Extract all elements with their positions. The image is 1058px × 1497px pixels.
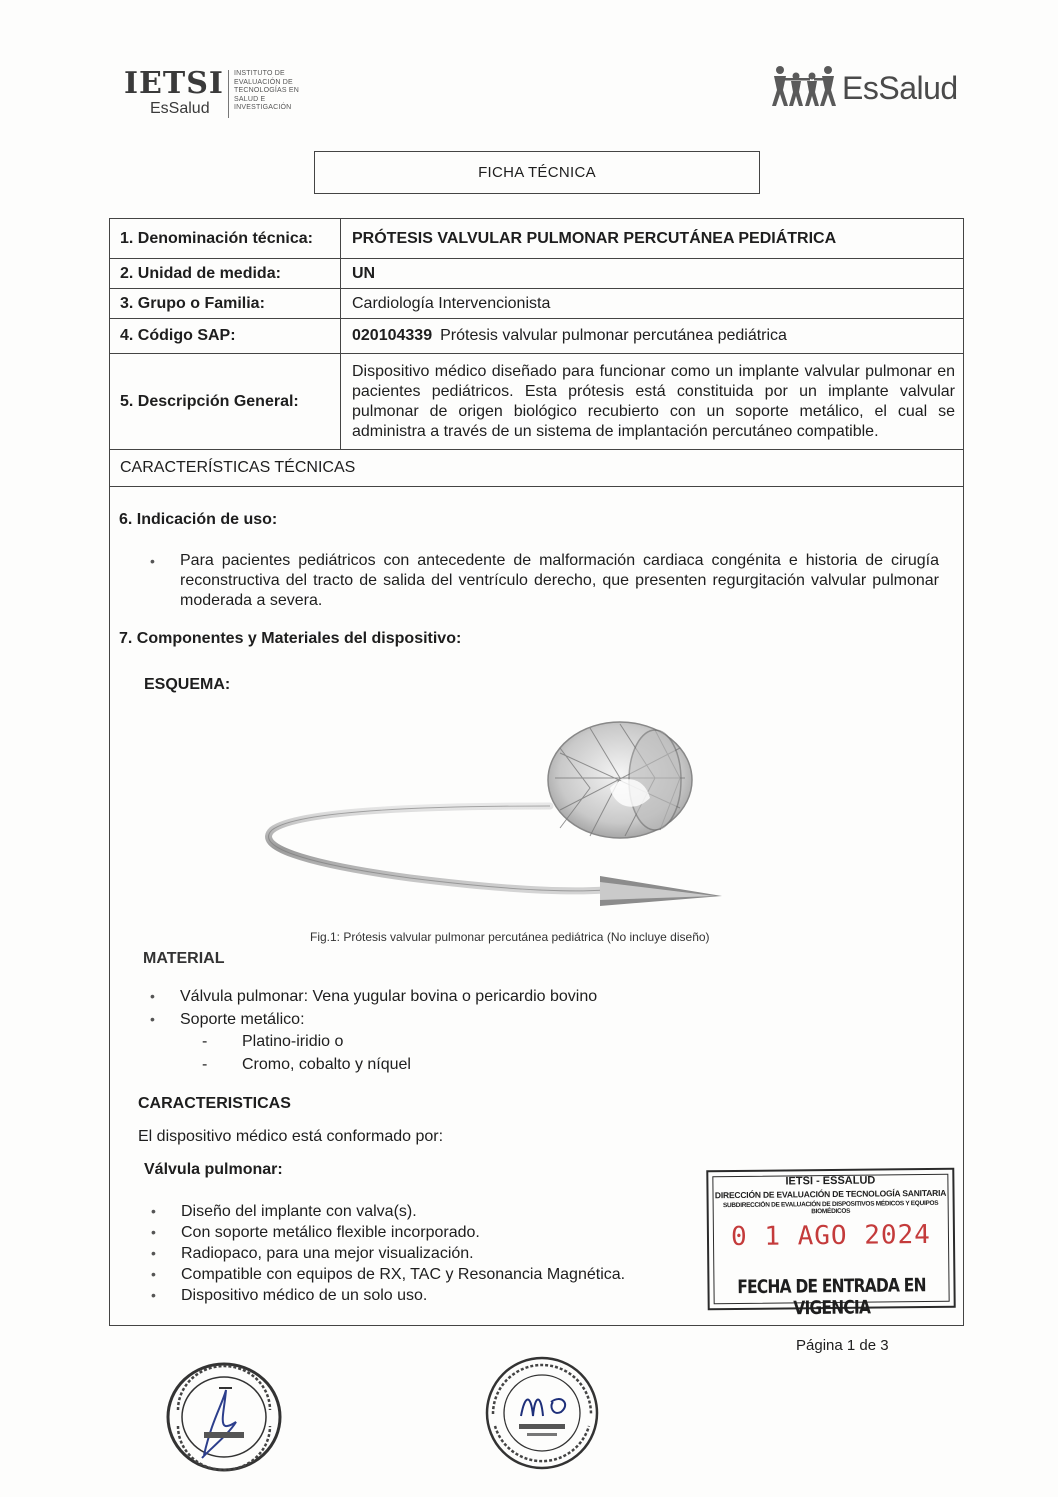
table-row <box>110 289 963 319</box>
row-value: Cardiología Intervencionista <box>352 294 551 312</box>
stamp-line: IETSI - ESSALUD <box>785 1174 876 1188</box>
row-label: 1. Denominación técnica: <box>110 219 341 258</box>
ietsi-logo <box>124 66 314 122</box>
row-value <box>341 354 963 449</box>
list-item: • Con soporte metálico flexible incorporado. <box>151 1222 691 1243</box>
soporte-sublist <box>202 1030 602 1076</box>
caracteristicas-intro: El dispositivo médico está conformado por: <box>138 1128 444 1145</box>
row-value: UN <box>352 264 376 282</box>
stamp-line: SUBDIRECCIÓN DE EVALUACIÓN DE DISPOSITIVOS MÉDICOS Y EQUIPOS BIOMÉDICOS <box>722 1199 939 1216</box>
general-description: Dispositivo médico diseñado para funcionar como un implante valvular pulmonar en pacientes pediátricos. Esta prótesis está constituida por un implante valvular pulmonar de origen biológico recubierto con un soporte metálico, el cual se administra a través de un sistema de implantación percutáneo compatible. <box>352 362 955 440</box>
indicacion-list <box>150 551 939 611</box>
row-value <box>341 319 963 353</box>
valvula-list <box>151 1201 691 1306</box>
stamp-footer: FECHA DE ENTRADA EN VIGENCIA <box>737 1274 926 1319</box>
sap-description: Prótesis valvular pulmonar percutánea pediátrica <box>440 327 787 344</box>
signature-seal-left <box>164 1360 284 1475</box>
list-item: • Soporte metálico: <box>150 1008 750 1031</box>
list-item: • Compatible con equipos de RX, TAC y Resonancia Magnética. <box>151 1264 691 1285</box>
row-label: 3. Grupo o Familia: <box>110 289 341 318</box>
figure-caption: Fig.1: Prótesis valvular pulmonar percutánea pediátrica (No incluye diseño) <box>310 930 710 944</box>
sap-code: 020104339 <box>352 327 433 344</box>
section-header: CARACTERÍSTICAS TÉCNICAS <box>120 459 356 476</box>
row-label: 4. Código SAP: <box>110 319 341 353</box>
material-list <box>150 985 750 1031</box>
validity-stamp <box>706 1168 955 1319</box>
indicacion-heading: 6. Indicación de uso: <box>119 511 278 528</box>
list-item: • Dispositivo médico de un solo uso. <box>151 1285 691 1306</box>
ietsi-logo-divider <box>228 70 229 118</box>
ietsi-institute-text: INSTITUTO DE EVALUACIÓN DE TECNOLOGÍAS EN SALUD E INVESTIGACIÓN <box>234 70 300 111</box>
row-label: 2. Unidad de medida: <box>110 259 341 288</box>
ietsi-logo-word: IETSI <box>124 66 224 101</box>
list-item: • Diseño del implante con valva(s). <box>151 1201 691 1222</box>
list-item: • Válvula pulmonar: Vena yugular bovina o pericardio bovino <box>150 985 750 1008</box>
stamp-line: DIRECCIÓN DE EVALUACIÓN DE TECNOLOGÍA SANITARIA <box>714 1187 947 1201</box>
list-item: • Para pacientes pediátricos con antecedente de malformación cardiaca congénita e historia de cirugía reconstructiva del tracto de salida del ventrículo derecho, que presenten regurgitación valvular pulmonar moderada a severa. <box>150 551 939 611</box>
stamp-date: 0 1 AGO 2024 <box>730 1219 932 1253</box>
section-header-row <box>110 450 963 487</box>
essalud-logo-word: EsSalud <box>842 70 958 106</box>
page-number: Página 1 de 3 <box>796 1337 889 1354</box>
componentes-heading: 7. Componentes y Materiales del dispositivo: <box>119 630 462 647</box>
row-label: 5. Descripción General: <box>110 354 341 449</box>
valve-prosthesis-figure <box>260 718 760 928</box>
row-value: PRÓTESIS VALVULAR PULMONAR PERCUTÁNEA PEDIÁTRICA <box>352 229 837 247</box>
list-item: - Platino-iridio o <box>202 1030 602 1053</box>
table-row <box>110 219 963 259</box>
material-heading: MATERIAL <box>143 950 225 967</box>
list-item: • Radiopaco, para una mejor visualización. <box>151 1243 691 1264</box>
table-row <box>110 259 963 289</box>
table-row <box>110 319 963 354</box>
essalud-logo <box>770 62 970 112</box>
ietsi-logo-sub: EsSalud <box>150 100 210 117</box>
caracteristicas-heading: CARACTERISTICAS <box>138 1095 291 1112</box>
signature-seal-center <box>483 1354 601 1472</box>
table-row <box>110 354 963 450</box>
esquema-heading: ESQUEMA: <box>144 676 231 693</box>
document-title: FICHA TÉCNICA <box>314 151 760 194</box>
valvula-heading: Válvula pulmonar: <box>144 1161 283 1178</box>
list-item: - Cromo, cobalto y níquel <box>202 1053 602 1076</box>
family-figures-icon <box>770 64 840 108</box>
